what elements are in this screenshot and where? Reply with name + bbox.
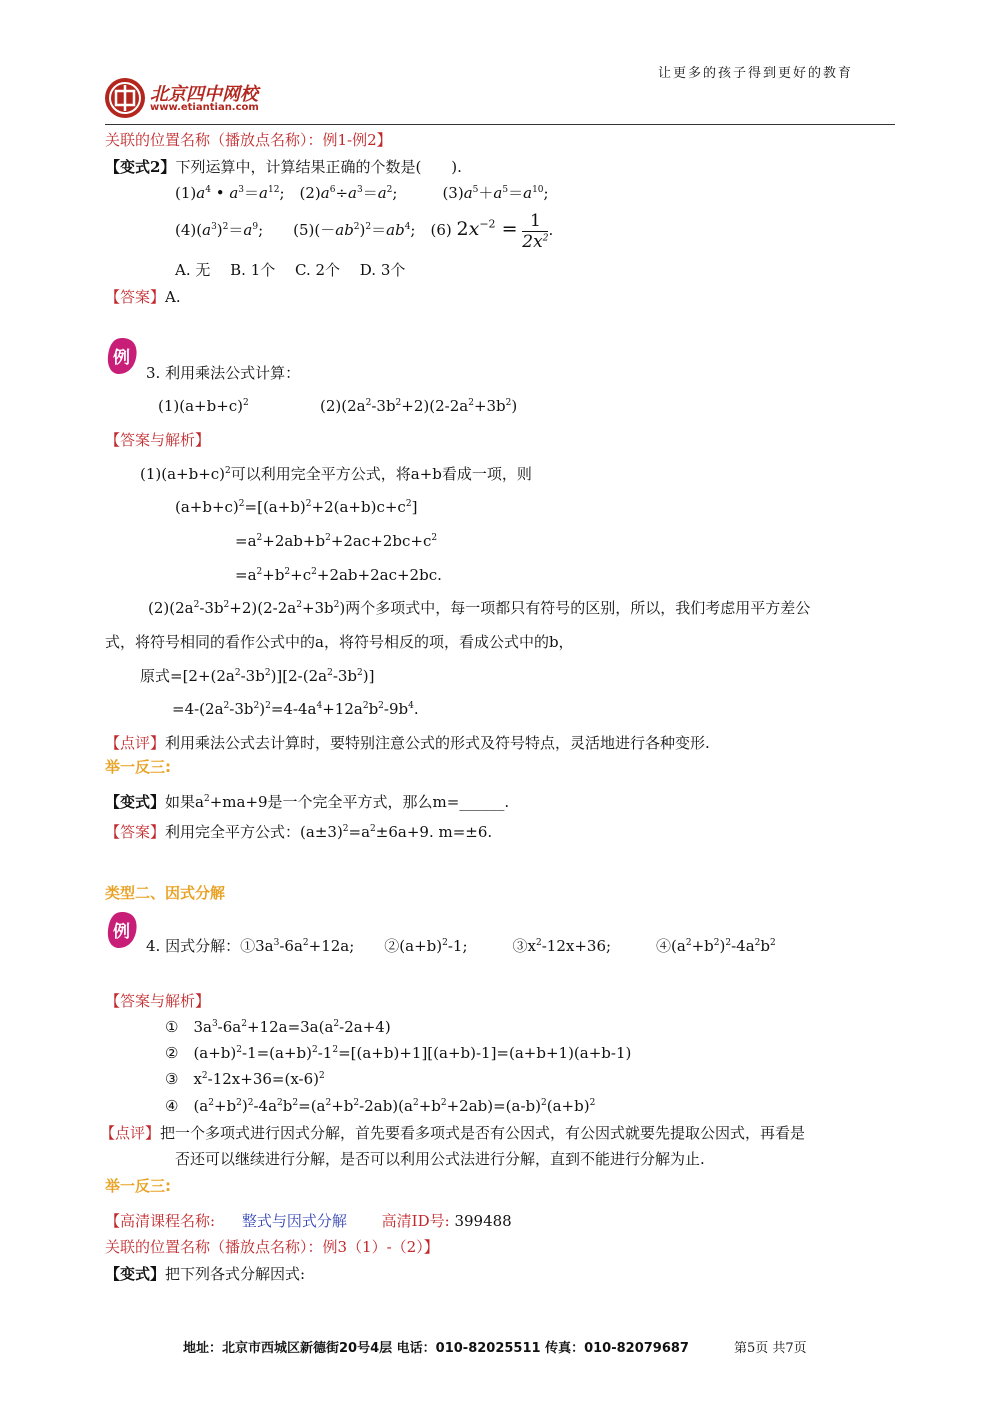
variant2-tag: 【变式2】 (105, 158, 176, 176)
jyfs-heading-1: 举一反三: (105, 758, 171, 776)
variant2-factor-question: 【变式】把下列各式分解因式: (105, 1265, 306, 1283)
comment-tag: 【点评】 (105, 734, 166, 752)
variant1-answer: 【答案】利用完全平方公式：$(a\pm 3)^2=a^2\pm 6a+9$. m=±6. (105, 823, 493, 841)
example4-solution-3: ③ $x^2-12x+36=(x-6)^2$ (165, 1070, 325, 1088)
hd-course-line: 【高清课程名称: 整式与因式分解 高清ID号: 399488 (105, 1212, 512, 1230)
example3-question: 3. 利用乘法公式计算： (146, 364, 301, 382)
school-logo-icon (103, 76, 147, 120)
example4-solution-4: ④ $(a^2+b^2)^2-4a^2b^2=(a^2+b^2-2ab)(a^2+b^2+2ab)=(a-b)^2(a+b)^2$ (165, 1097, 596, 1115)
example-badge-text: 例 (113, 348, 130, 368)
header-rule (105, 124, 895, 125)
example3-item1: $(1)(a+b+c)^2$ (158, 397, 249, 415)
example4-question: 4. 因式分解：$①3a^3-6a^2+12a$; $②(a+b)^2-1$; $③x^2-12x+36$; $④(a^2+b^2)^2-4a^2b^2$ (146, 937, 776, 955)
variant2-question (105, 157, 462, 177)
example4-comment-1: 【点评】把一个多项式进行因式分解，首先要看多项式是否有公因式，有公因式就要先提取公因式，再看是 (100, 1124, 806, 1142)
variant1-question: 【变式】如果$a^2+ma+9$是一个完全平方式，那么m=______. (105, 793, 510, 811)
example3-solution-2-step1: 原式$=[2+(2a^2-3b^2)][2-(2a^2-3b^2)]$ (140, 667, 375, 685)
example3-solution-1: $(1)(a+b+c)^2$可以利用完全平方公式，将a+b看成一项，则 (140, 465, 532, 483)
footer-page: 第5页 共7页 (734, 1341, 807, 1356)
header-slogan: 让更多的孩子得到更好的教育 (658, 66, 854, 81)
variant2-text: 下列运算中，计算结果正确的个数是( ). (175, 158, 462, 176)
jyfs-heading-2: 举一反三: (105, 1177, 171, 1195)
answer-text: A. (165, 288, 181, 306)
variant2-options: A. 无 B. 1个 C. 2个 D. 3个 (175, 261, 406, 279)
fraction: $\frac{1}{2x^2}$ (522, 210, 549, 252)
hd-course-name[interactable]: 整式与因式分解 (241, 1212, 347, 1230)
example-badge-text-2: 例 (113, 922, 130, 942)
answer-explanation-tag: 【答案与解析】 (105, 431, 211, 449)
variant2-items-row2: $(4)(a^3)^2=a^9$; $(5)(-ab^2)^2=ab^4$; (6) $2x^{-2}$ = $\frac{1}{2x^2}$ . (175, 210, 554, 252)
hd-id-value: 399488 (454, 1212, 512, 1230)
example3-solution-2-step2: $=4-(2a^2-3b^2)^2=4-4a^4+12a^2b^2-9b^4$. (172, 700, 419, 718)
example3-solution-step2: $=a^2+2ab+b^2+2ac+2bc+c^2$ (235, 532, 438, 550)
example-badge-icon-2 (105, 910, 139, 950)
answer-explanation-tag-2: 【答案与解析】 (105, 992, 211, 1010)
example3-solution-2-cont: 式，将符号相同的看作公式中的a，将符号相反的项，看成公式中的b， (105, 633, 574, 651)
variant2-answer (105, 287, 181, 307)
footer-address: 地址：北京市西城区新德街20号4层 电话：010-82025511 传真：010-82079687 (183, 1341, 689, 1356)
example-badge-icon (105, 336, 139, 376)
example3-solution-2: $(2)(2a^2-3b^2+2)(2-2a^2+3b^2)$两个多项式中，每一项都只有符号的区别，所以，我们考虑用平方差公 (148, 599, 811, 617)
example4-comment-2: 否还可以继续进行分解，是否可以利用公式法进行分解，直到不能进行分解为止. (175, 1150, 705, 1168)
example3-comment (105, 733, 710, 753)
logo-url: www.etiantian.com (150, 102, 259, 113)
comment-text: 利用乘法公式去计算时，要特别注意公式的形式及符号特点，灵活地进行各种变形. (165, 734, 710, 752)
example4-solution-2: ② $(a+b)^2-1=(a+b)^2-1^2=[(a+b)+1][(a+b)-1]=(a+b+1)(a+b-1)$ (165, 1044, 632, 1062)
type2-heading: 类型二、因式分解 (105, 884, 226, 902)
example3-solution-step1: $(a+b+c)^2=[(a+b)^2+2(a+b)c+c^2]$ (175, 498, 418, 516)
variant2-items-row1: $(1)a^4$ • $a^3=a^{12}$; $(2)a^6\div a^3=a^2$; $(3)a^5+a^5=a^{10}$; (175, 184, 549, 202)
example3-item2: $(2)(2a^2-3b^2+2)(2-2a^2+3b^2)$ (320, 397, 518, 415)
answer-tag: 【答案】 (105, 288, 166, 306)
assoc-position-1: 关联的位置名称（播放点名称）：例1-例2】 (105, 131, 392, 149)
example4-solution-1: ① $3a^3-6a^2+12a=3a(a^2-2a+4)$ (165, 1018, 391, 1036)
example3-solution-step3: $=a^2+b^2+c^2+2ab+2ac+2bc$. (235, 566, 442, 584)
logo-text: 北京四中网校 (150, 84, 258, 105)
assoc-position-2: 关联的位置名称（播放点名称）：例3（1）-（2）】 (105, 1238, 439, 1256)
